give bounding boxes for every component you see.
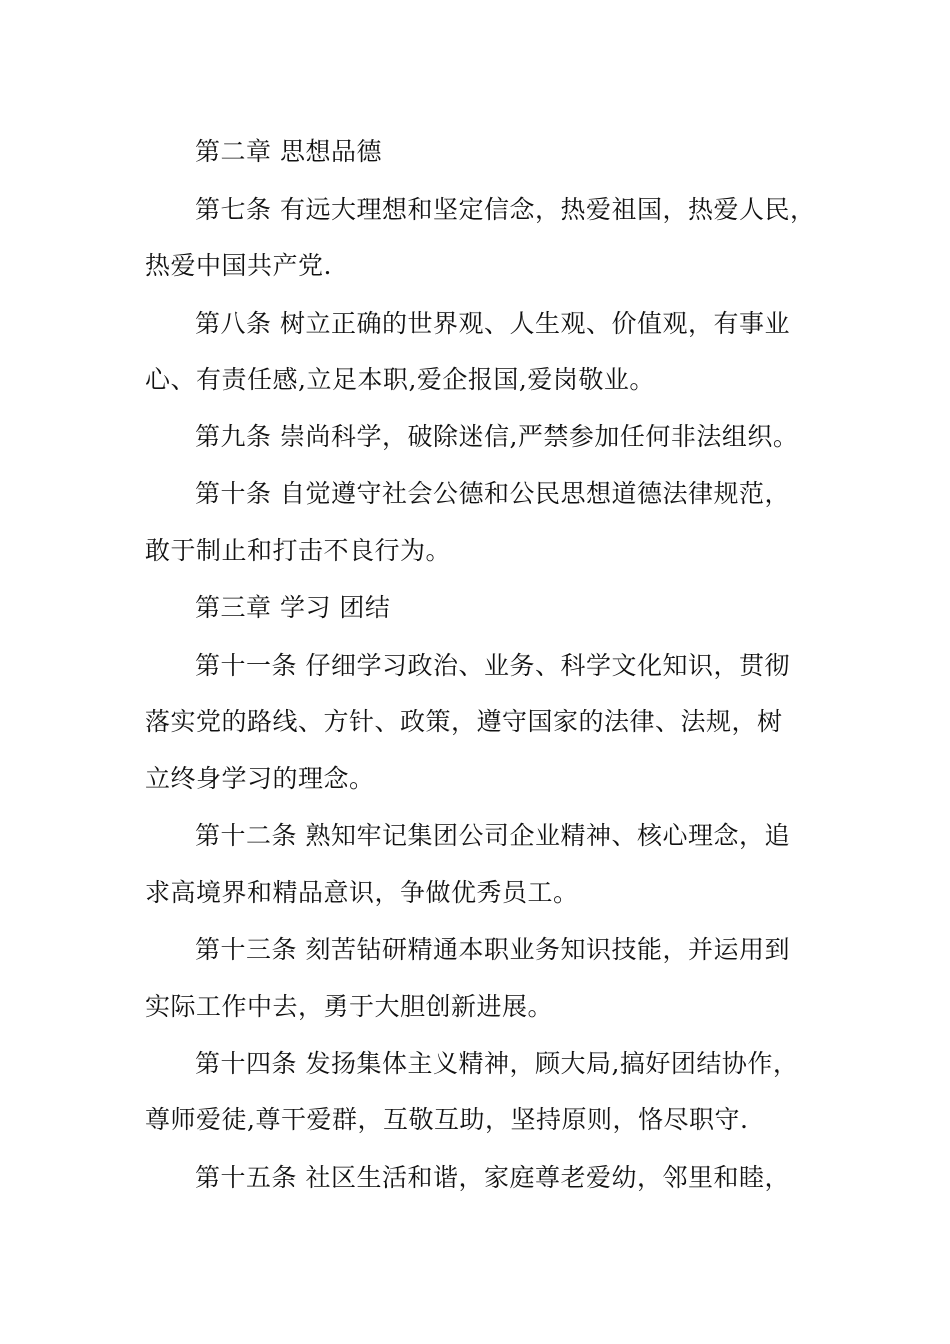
article-text: 第十一条 仔细学习政治、业务、科学文化知识，贯彻 [195, 651, 790, 680]
article-text: 第十三条 刻苦钻研精通本职业务知识技能，并运用到 [195, 935, 790, 964]
article-text: 第九条 崇尚科学，破除迷信,严禁参加任何非法组织。 [195, 422, 799, 451]
chapter-heading: 第三章 学习 团结 [195, 593, 391, 622]
chapter-heading: 第二章 思想品德 [195, 137, 382, 166]
article-text: 敢于制止和打击不良行为。 [145, 536, 452, 565]
article-text: 立终身学习的理念。 [145, 764, 375, 793]
article-text: 第七条 有远大理想和坚定信念，热爱祖国，热爱人民， [195, 195, 816, 224]
article-text: 第十四条 发扬集体主义精神，顾大局,搞好团结协作， [195, 1049, 799, 1078]
article-text: 落实党的路线、方针、政策，遵守国家的法律、法规，树 [145, 707, 783, 736]
article-text: 第八条 树立正确的世界观、人生观、价值观，有事业 [195, 309, 790, 338]
article-text: 热爱中国共产党. [145, 251, 332, 280]
article-text: 第十二条 熟知牢记集团公司企业精神、核心理念，追 [195, 821, 790, 850]
article-text: 尊师爱徒,尊干爱群，互敬互助，坚持原则，恪尽职守. [145, 1105, 749, 1134]
article-text: 第十条 自觉遵守社会公德和公民思想道德法律规范， [195, 479, 790, 508]
article-text: 第十五条 社区生活和谐，家庭尊老爱幼，邻里和睦， [195, 1163, 790, 1192]
article-text: 实际工作中去，勇于大胆创新进展。 [145, 992, 554, 1021]
article-text: 心、有责任感,立足本职,爱企报国,爱岗敬业。 [145, 365, 655, 394]
article-text: 求高境界和精品意识，争做优秀员工。 [145, 878, 579, 907]
